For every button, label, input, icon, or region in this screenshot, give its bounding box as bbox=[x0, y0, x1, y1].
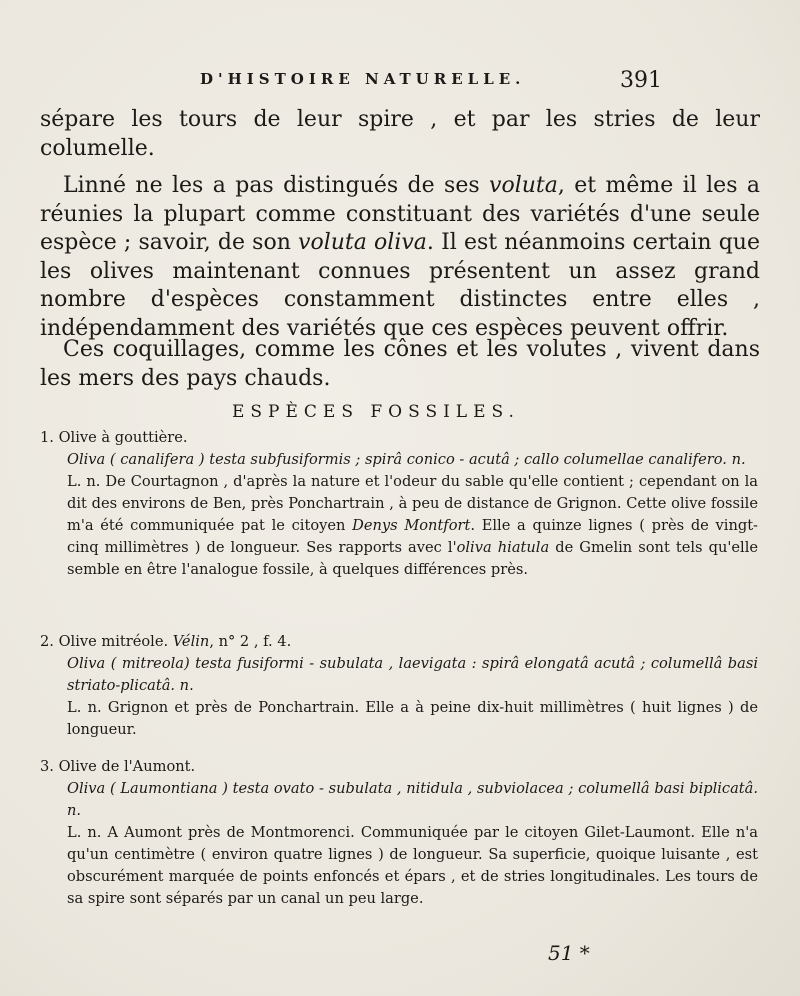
paragraph-2-text-b: , et même il les a réunies la plupart comme constituant des variétés d'une seule espèce ; savoir, de son bbox=[40, 173, 760, 255]
entry-2-latin: Oliva ( mitreola) testa fusiformi - subulata , laevigata : spirâ elongatâ acutâ ; columellâ basi striato-plicatâ. n. bbox=[67, 655, 758, 694]
entry-1-text bbox=[40, 471, 758, 581]
page-number: 391 bbox=[620, 68, 662, 93]
entry-3-text: L. n. A Aumont près de Montmorenci. Communiquée par le citoyen Gilet-Laumont. Elle n'a qu'un centimètre ( environ quatre lignes ) de longueur. Sa superficie, quoique luisante , est obscurément marquée de points enfoncés et épars , et de stries longitudinales. Les tours de sa spire sont séparés par un canal un peu large. bbox=[67, 824, 758, 907]
entry-1-text-a: L. n. De Courtagnon , d'après la nature et l'odeur du sable qu'elle contient ; cependant on la dit des environs de Ben, près Ponchartrain , à peu de distance de Grignon. Cette olive fossile m'a été communiquée pat le citoyen bbox=[67, 473, 758, 534]
entry-2-heading-b: , n° 2 , f. 4. bbox=[209, 633, 292, 650]
entry-2-heading bbox=[40, 631, 758, 653]
entry-2-heading-a: 2. Olive mitréole. bbox=[40, 633, 173, 650]
entry-1 bbox=[40, 427, 758, 581]
paragraph-2-text-c: . Il est néanmoins certain que les olives maintenant connues présentent un assez grand nombre d'espèces constamment distinctes entre elles , indépendamment des variétés que ces espèces peuvent offrir. bbox=[40, 230, 760, 341]
paragraph-1-text: sépare les tours de leur spire , et par les stries de leur columelle. bbox=[40, 107, 760, 161]
entry-1-latin: Oliva ( canalifera ) testa subfusiformis ; spirâ conico - acutâ ; callo columellae canalifero. n. bbox=[67, 451, 746, 468]
section-title: ESPÈCES FOSSILES. bbox=[232, 402, 520, 422]
entry-1-heading: 1. Olive à gouttière. bbox=[40, 429, 188, 446]
entry-3 bbox=[40, 756, 758, 910]
term-oliva-hiatula: oliva hiatula bbox=[456, 539, 550, 556]
entry-3-heading: 3. Olive de l'Aumont. bbox=[40, 758, 196, 775]
entry-2 bbox=[40, 631, 758, 741]
running-title: D'HISTOIRE NATURELLE. bbox=[200, 70, 526, 88]
entry-3-latin: Oliva ( Laumontiana ) testa ovato - subulata , nitidula , subviolacea ; columellâ basi biplicatâ. n. bbox=[67, 780, 758, 819]
term-voluta: voluta bbox=[489, 173, 558, 198]
paragraph-2 bbox=[40, 172, 760, 343]
entry-1-text-b: . Elle a quinze lignes ( près de vingt-cinq millimètres ) de longueur. Ses rapports avec l' bbox=[67, 517, 758, 556]
entry-2-text: L. n. Grignon et près de Ponchartrain. Elle a à peine dix-huit millimètres ( huit lignes ) de longueur. bbox=[67, 699, 758, 738]
term-voluta-oliva: voluta oliva bbox=[298, 230, 427, 255]
signature-mark: 51 * bbox=[548, 941, 590, 965]
entry-2-heading-ref: Vélin bbox=[172, 633, 210, 650]
paragraph-2-text-a: Linné ne les a pas distingués de ses bbox=[63, 173, 490, 198]
person-name: Denys Montfort bbox=[352, 517, 471, 534]
entry-1-text-c: de Gmelin sont tels qu'elle semble en être l'analogue fossile, à quelques différences près. bbox=[67, 539, 758, 578]
paragraph-1 bbox=[40, 106, 760, 163]
paragraph-3: Ces coquillages, comme les cônes et les volutes , vivent dans les mers des pays chauds. bbox=[40, 337, 760, 391]
